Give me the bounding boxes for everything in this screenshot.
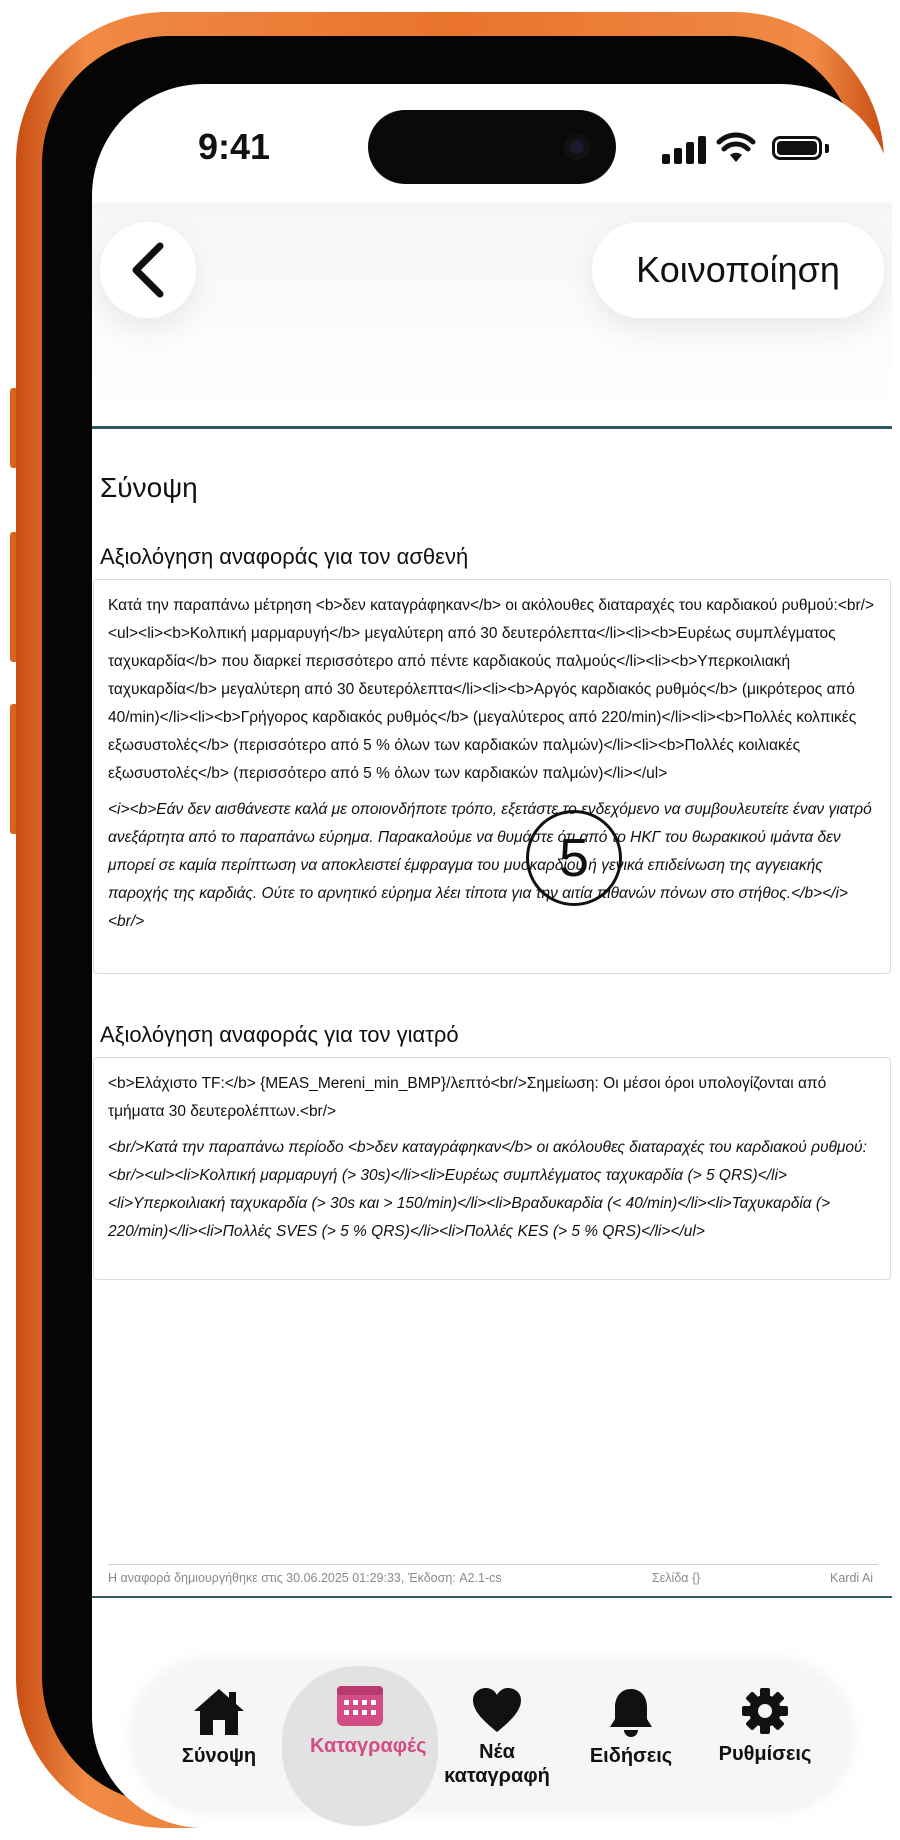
tab-settings[interactable] bbox=[690, 1672, 840, 1802]
footer-page: Σελίδα {} bbox=[652, 1571, 701, 1585]
tab-label: Καταγραφές bbox=[310, 1735, 427, 1757]
tab-recordings[interactable] bbox=[282, 1666, 438, 1826]
doctor-report-card bbox=[93, 1057, 891, 1280]
wifi-icon bbox=[716, 132, 756, 164]
tab-label: Νέα καταγραφή bbox=[444, 1741, 550, 1787]
tab-news[interactable] bbox=[556, 1672, 706, 1802]
footer-created: Η αναφορά δημιουργήθηκε στις 30.06.2025 01:29:33, Έκδοση: A2.1-cs bbox=[108, 1571, 502, 1585]
phone-bezel bbox=[42, 36, 875, 1804]
footer-divider bbox=[108, 1564, 878, 1565]
bottom-tab-bar bbox=[132, 1662, 852, 1812]
patient-report-disclaimer: <i><b>Εάν δεν αισθάνεστε καλά με οποιονδήποτε τρόπο, εξετάστε το ενδεχόμενο να συμβουλευτείτε έναν γιατρό ανεξάρτητα από το παραπάνω εύρημα. Παρακαλούμε να θυμάστε ότι από το ΗΚΓ του θωρακικού ιμάντα δεν μπορεί σε καμία περίπτωση να αποκλειστεί έμφραγμα του μυοκαρδίου ή γενικά επιδείνωση της αγγειακής παροχής της καρδιάς. Ούτε το αρνητικό εύρημα λέει τίποτα για την αιτία πιθανών πόνων στο στήθος.</b></i><br/> bbox=[108, 801, 872, 930]
doctor-report-summary: <b>Ελάχιστο TF:</b> {MEAS_Mereni_min_BMP}/λεπτό<br/>Σημείωση: Οι μέσοι όροι υπολογίζονται από τμήματα 30 δευτερολέπτων.<br/> bbox=[108, 1075, 827, 1120]
tab-label: Ειδήσεις bbox=[589, 1745, 673, 1767]
tab-label: Σύνοψη bbox=[181, 1745, 257, 1767]
heart-icon bbox=[471, 1686, 523, 1734]
doctor-report-text: <br/>Κατά την παραπάνω περίοδο <b>δεν καταγράφηκαν</b> οι ακόλουθες διαταραχές του καρδιακού ρυθμού:<br/><ul><li>Κολπική μαρμαρυγή (> 30s)</li><li>Ευρέως συμπλέγματος ταχυκαρδία (> 5 QRS)</li><li>Υπερκοιλιακή ταχυκαρδία (> 30s και > 150/min)</li><li>Βραδυκαρδία (< 40/min)</li><li>Ταχυκαρδία (> 220/min)</li><li>Πολλές SVES (> 5 % QRS)</li><li>Πολλές KES (> 5 % QRS)</li></ul> bbox=[108, 1139, 867, 1240]
tab-new-recording[interactable] bbox=[422, 1672, 572, 1802]
divider bbox=[92, 426, 892, 429]
battery-icon bbox=[772, 136, 822, 160]
footer-brand: Kardi Ai bbox=[830, 1571, 874, 1585]
divider bbox=[92, 1596, 892, 1598]
patient-section-heading: Αξιολόγηση αναφοράς για τον ασθενή bbox=[100, 544, 469, 569]
gear-icon bbox=[740, 1686, 790, 1736]
dynamic-island bbox=[368, 110, 616, 184]
doctor-section-heading: Αξιολόγηση αναφοράς για τον γιατρό bbox=[100, 1022, 459, 1047]
calendar-icon bbox=[335, 1680, 385, 1728]
bell-icon bbox=[607, 1686, 655, 1738]
status-time: 9:41 bbox=[198, 126, 271, 167]
camera-icon bbox=[564, 134, 590, 160]
share-button[interactable]: Κοινοποίηση bbox=[592, 222, 884, 318]
back-button[interactable] bbox=[100, 222, 196, 318]
report-title: Σύνοψη bbox=[100, 472, 198, 503]
patient-report-card bbox=[93, 579, 891, 974]
phone-frame bbox=[16, 12, 884, 1828]
chevron-left-icon bbox=[128, 242, 168, 298]
home-icon bbox=[191, 1686, 247, 1738]
battery-tip bbox=[825, 144, 829, 153]
patient-report-text: Κατά την παραπάνω μέτρηση <b>δεν καταγράφηκαν</b> οι ακόλουθες διαταραχές του καρδιακού ρυθμού:<br/><ul><li><b>Κολπική μαρμαρυγή</b> μεγαλύτερη από 30 δευτερόλεπτα</li><li><b>Ευρέως συμπλέγματος ταχυκαρδία</b> που διαρκεί περισσότερο από πέντε καρδιακούς παλμούς</li><li><b>Υπερκοιλιακή ταχυκαρδία</b> μεγαλύτερη από 30 δευτερόλεπτα</li><li><b>Αργός καρδιακός ρυθμός</b> (μικρότερος από 40/min)</li><li><b>Γρήγορος καρδιακός ρυθμός</b> (μεγαλύτερος από 220/min)</li><li><b>Πολλές κολπικές εξωσυστολές</b> (περισσότερο από 5 % όλων των καρδιακών παλμών)</li><li><b>Πολλές κοιλιακές εξωσυστολές</b> (περισσότερο από 5 % όλων των καρδιακών παλμών)</li></ul> bbox=[108, 597, 875, 782]
signal-icon bbox=[662, 134, 706, 164]
tab-label: Ρυθμίσεις bbox=[718, 1743, 812, 1765]
tab-summary[interactable] bbox=[144, 1672, 294, 1802]
step-number-badge: 5 bbox=[526, 810, 622, 906]
screen bbox=[92, 84, 892, 1828]
